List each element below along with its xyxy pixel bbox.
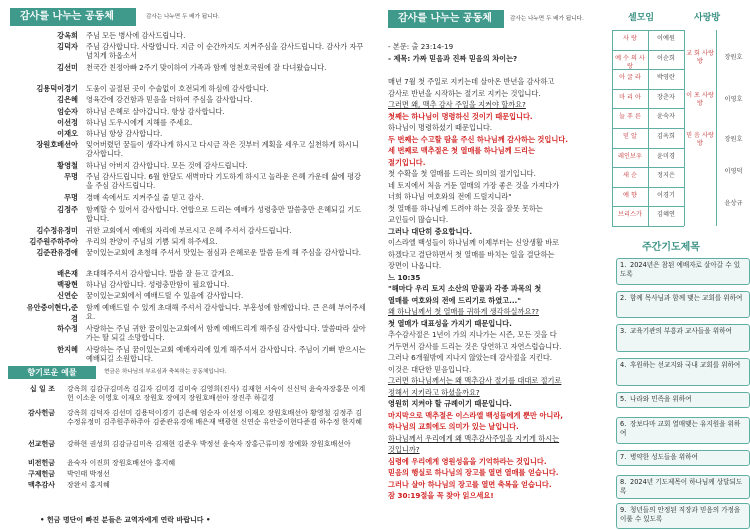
sermon-line: 그러나 6개월밖에 지나지 않았는데 감사절을 지킨다. [388, 353, 553, 362]
prayer-number: 2. [620, 294, 627, 302]
thanks-name: 김수정유정미 [36, 225, 78, 235]
thanks-row [20, 204, 365, 224]
cell-leader: 김혜연 [657, 211, 675, 219]
offering-footer: • 헌금 명단이 빠진 분들은 교역자에게 연락 바랍니다 • [40, 516, 211, 524]
prayer-item [616, 475, 750, 499]
cell-leader: 박영란 [657, 74, 675, 82]
thanks-name: 김주원주하주아 [29, 236, 78, 246]
side-column [612, 0, 750, 530]
thanks-name: 김덕자 [57, 42, 78, 52]
offering-title: 향기로운 예물 [8, 366, 96, 379]
sermon-line: 첫 열매를 하나님께 드려야 하는 것을 잘못 못하는 [388, 203, 543, 213]
thanks-name: 엄순자 [57, 106, 78, 116]
sermon-line: 정해서 지키라고 하셨을까요? [388, 387, 480, 397]
cell-group: 믿 알 [623, 133, 637, 140]
sermon-line: 너희 하나님 여호와의 전에 드릴지니라" [388, 192, 512, 201]
thanks-text: 하나님 도우시에게 지해를 주세요. [86, 117, 193, 127]
sermon-title: 감사를 나누는 공동체 [388, 10, 504, 28]
sermon-line: 영원히 지켜야 할 규례이기 때문입니다. [388, 399, 512, 408]
sermon-line: 열매를 여호와의 전에 드리기로 하였고..." [388, 295, 522, 305]
cell-group: 늘 푸 른 [619, 113, 641, 121]
prayer-item [616, 324, 750, 352]
thanks-row [20, 225, 365, 236]
love-title: 사랑방 [694, 13, 721, 23]
thanks-row [20, 323, 365, 343]
thanks-text: 귀한 교회에서 예배의 자리에 부르시고 은혜 주셔서 감사드립니다. [86, 225, 292, 235]
thanks-text: 잊어버렸던 꿈들이 생각나게 하시고 다시금 작은 것부터 계획을 세우고 실천하게 하시니 감사합니다. [86, 140, 359, 159]
offering-name: 십 일 조 [29, 385, 55, 393]
offering-text: 강하현 권성희 김감규김미옥 김재현 김준우 박정선 윤숙자 장홍근류미정 장예화 장원호배선아 [67, 440, 351, 448]
sermon-line: 이것은 대단한 믿음입니다. [388, 364, 472, 374]
sermon-line: 하나님이 명령하셨기 때문입니다. [388, 123, 493, 132]
prayer-title: 주간기도제목 [642, 242, 700, 253]
sermon-line: 느 10:35 [388, 272, 421, 282]
thanks-name: 장원호배선아 [36, 140, 78, 150]
thanks-name: 김용덕이경기 [36, 84, 78, 94]
offering-text: 강옥희 김덕자 김선미 김용덕이경기 김은혜 엄순자 이선정 이재오 장원호배선아 황영철 김정주 김수정유정미 김주원주하주아 김준관유경애 배은재 백광현 신연순 유안중이현다준겸 하수정 한지혜 [67, 409, 363, 426]
thanks-name: 무명 [64, 193, 78, 203]
love-leader: 윤상규 [724, 200, 743, 207]
thanks-row [20, 83, 365, 94]
sermon-line: 매년 7월 첫 주일로 지키는데 살아온 반년을 감사하고 [388, 77, 555, 86]
cell-leader: 이예원 [657, 35, 675, 42]
thanks-name: 강옥희 [57, 31, 78, 40]
thanks-row [20, 94, 365, 105]
sermon-line: 그러나 살아 하나님의 장고를 열면 축복을 얻습니다. [388, 479, 552, 489]
cell-title: 셀모임 [628, 13, 655, 23]
thanks-name: 신연순 [57, 291, 78, 301]
prayer-number: 6. [620, 420, 627, 428]
love-leader: 장원호 [724, 54, 743, 61]
thanks-name: 유안중이현다,준겸 [26, 302, 78, 323]
thanks-text: 경매 속에서도 지켜주실 줄 믿고 감사. [86, 193, 204, 203]
offering-name: 선교헌금 [27, 440, 55, 448]
thanks-text: 함께할 수 있어서 감사합니다. 연합으로 드리는 예배가 성령충만 말씀충만 은혜되길 기도합니다. [86, 204, 362, 223]
thanks-row [20, 290, 365, 301]
offering-text: 윤숙자 이진희 장원호배선아 홍지혜 [67, 459, 176, 467]
thanks-row [20, 41, 365, 61]
thanks-name: 배은재 [57, 269, 78, 278]
thanks-row [20, 236, 365, 247]
thanks-row [20, 117, 365, 128]
sermon-line: 절기입니다. [388, 157, 426, 167]
sermon-line: 하겠다고 결단하면서 첫 열매를 바치는 일을 결단하는 [388, 249, 555, 259]
sermon-line: 하나님께서 우리에게 왜 맥추감사주일을 지키게 하시는 [388, 433, 560, 443]
sermon-line: 첫 수확을 첫 열매를 드리는 의미의 절기입니다. [388, 169, 536, 178]
sermon-line: 교인들이 많습니다. [388, 215, 449, 224]
sermon-column [388, 0, 610, 530]
thanks-title: 감사를 나누는 공동체 [10, 8, 136, 26]
love-name: 교 회 사랑방 [686, 50, 714, 65]
prayer-text: 2024년은 참된 예배자로 살아갈 수 있도록 [620, 261, 741, 278]
offering-name: 감사헌금 [27, 409, 55, 417]
cell-group: 예 수 의 사 랑 [615, 54, 645, 70]
grid-line [612, 226, 684, 227]
thanks-text: 하나님 감사합니다. 성령충만함이 필요합니다. [86, 280, 230, 290]
sermon-line: - 제목: 가짜 믿음과 진짜 믿음의 차이는? [388, 53, 518, 63]
prayer-text: 청년들의 안정된 직장과 믿음의 가정을 이룰 수 있도록 [620, 506, 741, 523]
sermon-line: 감사로 반년을 시작하는 절기로 지키는 것입니다. [388, 88, 541, 98]
prayer-item [616, 291, 750, 318]
thanks-name: 백광현 [57, 280, 78, 290]
thanks-name: 이재오 [57, 129, 78, 138]
prayer-number: 8. [620, 478, 627, 486]
prayer-text: 교육기관의 부흥과 교사들을 위하여 [630, 327, 732, 335]
prayer-item [616, 258, 750, 285]
sermon-line: - 본문: 출 23:14-19 [388, 42, 454, 51]
thanks-text: 초대해주셔서 감사합니다. 말씀 잘 듣고 갈게요. [86, 269, 234, 278]
sermon-line: 믿음의 행실로 하나님의 장고를 열면 열매를 얻습니다. [388, 468, 559, 477]
cell-group: 새 순 [623, 172, 637, 180]
love-name: 이 포 사랑방 [686, 92, 714, 107]
sermon-line: 장면이 나옵니다. [388, 261, 442, 270]
sermon-line: 그러면 하나님께서는 왜 맥추감사 절기를 대대로 절기로 [388, 376, 562, 385]
cell-leader: 정지은 [657, 172, 675, 180]
thanks-row [20, 247, 365, 267]
thanks-name: 김준관유경애 [36, 248, 78, 257]
offering-name: 맥추감사 [27, 481, 55, 489]
sermon-line: 이스라엘 백성들이 하나님께 이제부터는 신앙생활 바로 [388, 238, 560, 247]
thanks-name: 김은혜 [57, 95, 78, 105]
thanks-text: 천국간 친정아빠 2주기 맞이하여 가족과 함께 영천호국원에 잘 다녀왔습니다. [86, 63, 327, 73]
sermon-line: 첫 열매가 대표성을 가지기 때문입니다. [388, 318, 512, 328]
thanks-text: 하나님 아버지 감사합니다. 모든 것에 감사드립니다. [86, 161, 248, 171]
thanks-row [20, 302, 365, 322]
sermon-line: 심령에 우리에게 영원성을을 기억하라는 것입니다. [388, 456, 547, 466]
cell-group: 레인보우 [618, 152, 642, 160]
sermon-line: "해마다 우리 토지 소산의 맏물과 각종 과목의 첫 [388, 284, 542, 293]
thanks-row [20, 139, 365, 159]
cell-group: 브리스가 [618, 211, 642, 219]
offering-name: 구제헌금 [27, 470, 55, 478]
prayer-text: 2024년 기도제목이 하나님께 상달되도록 [620, 478, 743, 495]
thanks-text: 사랑하는 주님 꿈이있는교회 예배자리에 있게 해주셔서 감사합니다. 주님이 기뻐 받으시는 예배되길 소원합니다. [86, 344, 366, 363]
thanks-row [20, 62, 365, 82]
offering-name: 비전헌금 [27, 459, 55, 467]
cell-leader: 윤숙자 [657, 113, 675, 121]
prayer-number: 1. [620, 261, 627, 269]
cell-group: 마 리 아 [619, 93, 641, 101]
thanks-text: 주님 감사드립니다. 6월 한달도 새벽마다 기도하게 하시고 놀라운 은혜 가운데 삶에 평강을 주심 감사드립니다. [86, 172, 362, 191]
sermon-line: 마지막으로 맥추절은 이스라엘 백성들에게 뿐만 아니라, [388, 410, 563, 420]
prayer-number: 7. [620, 453, 627, 461]
cell-leader: 김옥희 [657, 133, 675, 140]
thanks-name: 무명 [64, 172, 78, 182]
offering-text: 박인태 박정선 [67, 470, 110, 478]
prayer-text: 나라와 민족을 위하여 [630, 395, 692, 403]
thanks-row [20, 268, 365, 279]
sermon-line: 두 번째는 수고할 땀을 주신 하나님께 감사하는 것입니다. [388, 134, 568, 144]
cell-leader: 장춘자 [657, 93, 675, 101]
sermon-line: 세 번째로 맥추절은 첫 열매를 하나님께 드리는 [388, 146, 535, 155]
prayer-text: 후원하는 선교지와 국내 교회를 위하여 [630, 361, 741, 369]
prayer-item [616, 503, 750, 529]
love-name: 믿 음 사랑방 [686, 132, 714, 147]
prayer-item [616, 450, 750, 466]
prayer-item [616, 392, 750, 408]
cell-leader: 이경기 [657, 191, 675, 199]
sermon-line: 첫째는 하나님이 명령하신 것이기 때문입니다. [388, 111, 533, 121]
prayer-item [616, 358, 750, 386]
thanks-row [20, 128, 365, 139]
sermon-line: 네 토지에서 처음 거둔 열매의 가장 좋은 것을 가져다가 [388, 180, 560, 190]
prayer-number: 9. [620, 506, 627, 514]
sermon-note: 감사는 나누면 두 배가 됩니다. [510, 16, 584, 22]
thanks-text: 하나님 은혜로 살아갑니다. 항상 감사합니다. [86, 106, 225, 116]
sermon-line: 하나님의 교회에도 의미가 있는 날입니다. [388, 422, 519, 431]
thanks-note: 감사는 나누면 두 배가 됩니다. [146, 14, 220, 20]
cell-group: 사 랑 [623, 35, 637, 42]
thanks-text: 사랑하는 주님 귀한 꿈이있는교회에서 함께 예배드리게 해주심 감사합니다. 말씀따라 살아가는 딸 되길 소망합니다. [86, 323, 366, 342]
thanks-text: 꿈이있는교회에 초청해 주셔서 맛있는 점심과 은혜로운 말씀 듣게 해 주심을 감사합니다. [86, 248, 362, 257]
thanks-row [20, 30, 365, 41]
thanks-text: 영육간에 강건함과 믿음을 더하여 주심을 감사합니다. [86, 95, 253, 105]
love-leader: 이영덕 [724, 168, 743, 175]
thanks-text: 꿈이있는교회에서 예배드릴 수 있음에 감사합니다. [86, 291, 244, 301]
thanks-name: 한지혜 [57, 344, 78, 354]
cell-leader: 윤미경 [657, 152, 675, 160]
sermon-line: 왜 하나님께서 첫 열매를 귀하게 생각하실까요?? [388, 307, 539, 316]
love-leader: 장원호 [724, 136, 743, 143]
prayer-text: 장보다마 교회 열매맺는 유지원을 위하여 [620, 420, 741, 437]
thanks-row [20, 160, 365, 171]
cell-group: 아 굴 라 [619, 74, 641, 82]
thanks-row [20, 106, 365, 117]
thanks-name: 이선정 [57, 117, 78, 127]
thanks-text: 하나님 항상 감사합니다. [86, 129, 163, 138]
prayer-text: 병약한 성도들을 위하여 [630, 453, 698, 461]
thanks-name: 김정주 [57, 204, 78, 214]
prayer-text: 함께 목사님과 함께 맺는 교회를 위하여 [630, 294, 743, 302]
sermon-line: 거두면서 감사를 드리는 것은 당연하고 자연스럽습니다. [388, 341, 562, 351]
thanks-text: 도움이 골절된 곳이 수술없이 호전되게 하심에 감사합니다. [86, 84, 269, 94]
offering-note: 현금은 하나님의 부르심과 축복하는 공동체입니다. [104, 369, 227, 375]
sermon-line: 잠 30:19절을 꼭 찾아 읽으세요! [388, 491, 494, 500]
love-leader: 이영호 [724, 96, 743, 103]
thanks-row [20, 192, 365, 203]
prayer-number: 4. [620, 361, 627, 369]
thanks-text: 우리의 찬양이 주님의 기쁨 되게 하주세요. [86, 236, 218, 246]
prayer-item [616, 417, 750, 444]
cell-group: 예 향 [623, 191, 637, 199]
offering-text: 강옥희 김감규김미옥 김길자 김미경 김미숙 김영희(진사) 김재현 서숙이 신신덕 윤숙자장홍문 이계헌 이소운 이영호 이재오 장원호 장예지 장원호배선아 장진주 하길경 [67, 385, 366, 402]
prayer-number: 5. [620, 395, 627, 403]
cell-leader: 이순희 [657, 54, 675, 62]
thanks-row [20, 171, 365, 191]
thanks-text: 주님 모든 병사에 감사드립니다. [86, 31, 186, 40]
thanks-text: 주님 감사합니다. 사랑합니다. 지금 이 순간까지도 지켜주심을 감사드립니다. 감사가 자꾸 넘치게 하옵소서 [86, 42, 364, 61]
sermon-line: 것입니까? [388, 445, 420, 454]
sermon-line: 그러면 왜, 맥추 감사 주일을 지켜야 할까요? [388, 100, 526, 109]
sermon-line: 추수감사절은 1년이 가의 지나가는 시즌, 모든 것을 다 [388, 330, 557, 339]
thanks-name: 황영철 [57, 161, 78, 171]
thanks-name: 하수정 [57, 323, 78, 333]
offering-text: 장완서 홍지혜 [67, 481, 110, 489]
thanks-name: 김선미 [57, 63, 78, 73]
sermon-line: 그러나 대단히 중요합니다. [388, 226, 473, 236]
thanks-row [20, 344, 365, 364]
prayer-number: 3. [620, 327, 627, 335]
thanks-row [20, 279, 365, 290]
thanks-text: 함께 예배드릴 수 있게 초대해 주셔서 감사합니다. 부흥성에 함께합니다. 큰 은혜 부어주세요. [86, 302, 366, 321]
